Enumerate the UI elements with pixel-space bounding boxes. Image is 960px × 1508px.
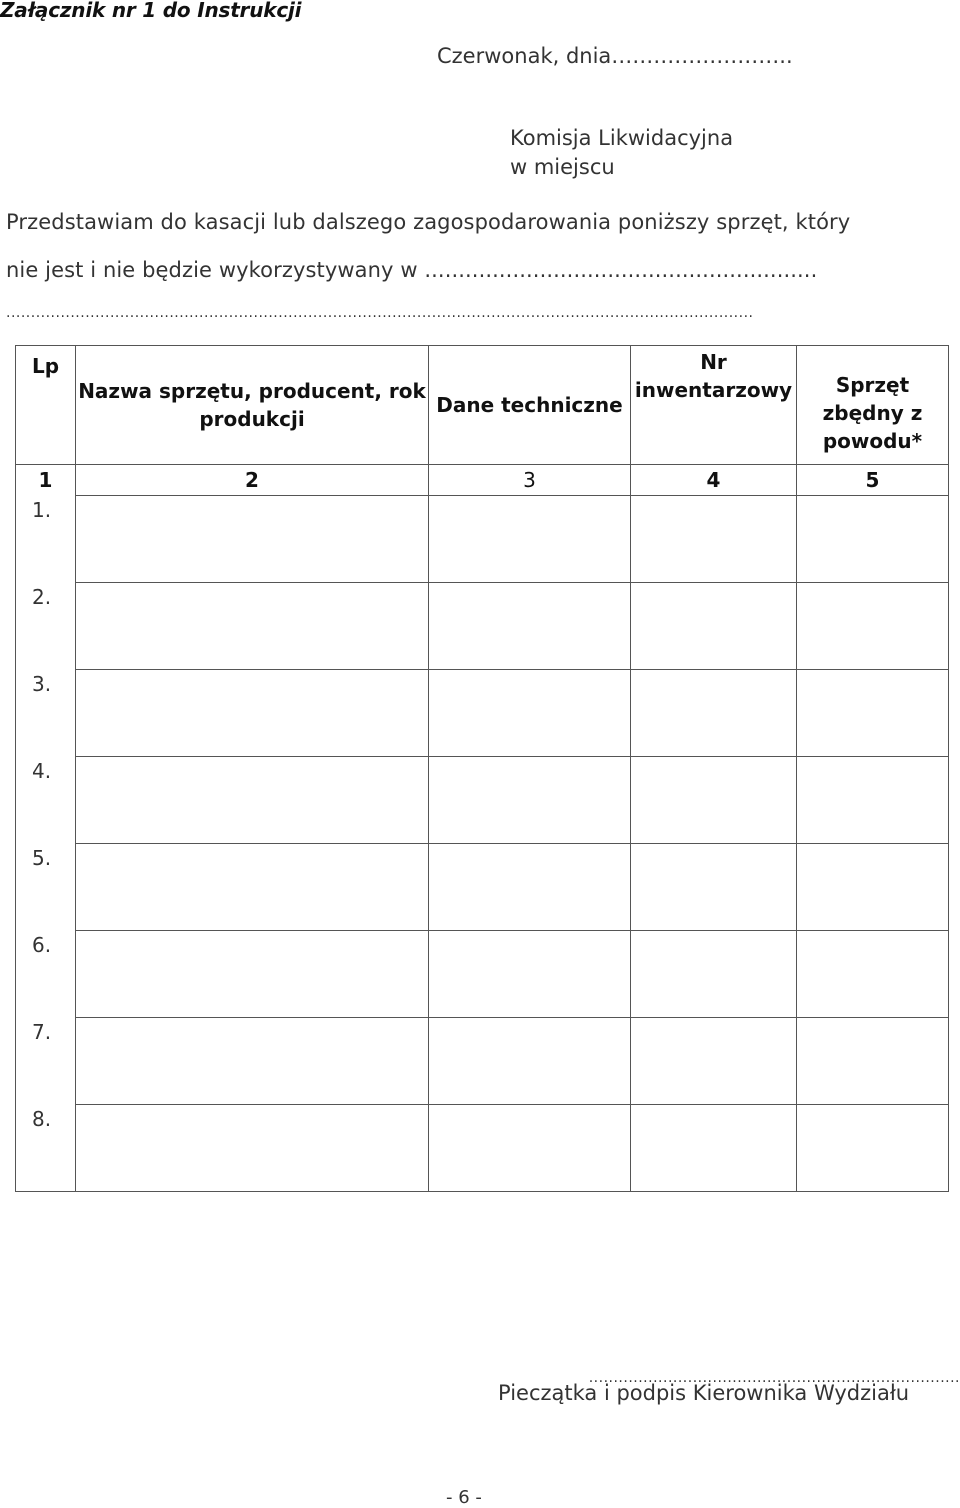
cell-equipment-name[interactable] — [76, 1105, 429, 1192]
column-number: 3 — [429, 465, 631, 496]
header-equipment-name: Nazwa sprzętu, producent, rok produkcji — [76, 346, 429, 465]
table-row — [16, 1018, 949, 1105]
table-row — [16, 670, 949, 757]
cell-surplus-reason[interactable] — [797, 757, 949, 844]
cell-inventory-number[interactable] — [631, 1105, 797, 1192]
cell-surplus-reason[interactable] — [797, 583, 949, 670]
cell-equipment-name[interactable] — [76, 1018, 429, 1105]
cell-inventory-number[interactable] — [631, 757, 797, 844]
cell-inventory-number[interactable] — [631, 670, 797, 757]
table-row — [16, 496, 949, 583]
cell-inventory-number[interactable] — [631, 844, 797, 931]
table-row — [16, 583, 949, 670]
cell-technical-data[interactable] — [429, 583, 631, 670]
intro-line-2: nie jest i nie będzie wykorzystywany w .......................................................... — [6, 258, 818, 282]
cell-surplus-reason[interactable] — [797, 496, 949, 583]
table-row — [16, 844, 949, 931]
table-row — [16, 931, 949, 1018]
equipment-table — [15, 345, 949, 1192]
header-surplus-reason: Sprzęt zbędny z powodu* — [797, 346, 949, 465]
table-header-row — [16, 346, 949, 465]
cell-technical-data[interactable] — [429, 931, 631, 1018]
cell-equipment-name[interactable] — [76, 844, 429, 931]
cell-inventory-number[interactable] — [631, 1018, 797, 1105]
table-row — [16, 1105, 949, 1192]
cell-equipment-name[interactable] — [76, 670, 429, 757]
cell-surplus-reason[interactable] — [797, 844, 949, 931]
cell-technical-data[interactable] — [429, 496, 631, 583]
cell-surplus-reason[interactable] — [797, 1105, 949, 1192]
addressee-line-1: Komisja Likwidacyjna — [510, 126, 734, 150]
column-number-row — [16, 465, 949, 496]
cell-technical-data[interactable] — [429, 1018, 631, 1105]
cell-surplus-reason[interactable] — [797, 1018, 949, 1105]
header-inventory-number: Nr inwentarzowy — [631, 346, 797, 465]
fill-in-dotted-line: ....................................................................................................................................................... — [6, 305, 754, 321]
intro-line-1: Przedstawiam do kasacji lub dalszego zagospodarowania poniższy sprzęt, który — [6, 210, 851, 234]
cell-technical-data[interactable] — [429, 757, 631, 844]
row-number: 4. — [16, 757, 76, 844]
attachment-heading: Załącznik nr 1 do Instrukcji — [0, 0, 302, 22]
cell-technical-data[interactable] — [429, 844, 631, 931]
cell-inventory-number[interactable] — [631, 496, 797, 583]
signature-label: Pieczątka i podpis Kierownika Wydziału — [498, 1381, 910, 1405]
page-number: - 6 - — [446, 1487, 482, 1508]
table-row — [16, 757, 949, 844]
cell-inventory-number[interactable] — [631, 931, 797, 1018]
addressee-line-2: w miejscu — [510, 155, 615, 179]
cell-technical-data[interactable] — [429, 1105, 631, 1192]
place-and-date: Czerwonak, dnia…………………….. — [437, 44, 793, 68]
column-number: 4 — [631, 465, 797, 496]
addressee — [510, 124, 733, 182]
header-technical-data: Dane techniczne — [429, 346, 631, 465]
column-number: 2 — [76, 465, 429, 496]
row-number: 8. — [16, 1105, 76, 1192]
cell-equipment-name[interactable] — [76, 931, 429, 1018]
cell-equipment-name[interactable] — [76, 496, 429, 583]
row-number: 2. — [16, 583, 76, 670]
column-number: 1 — [16, 465, 76, 496]
header-lp: Lp — [16, 346, 76, 465]
row-number: 3. — [16, 670, 76, 757]
column-number: 5 — [797, 465, 949, 496]
cell-technical-data[interactable] — [429, 670, 631, 757]
signature-dotted-line: ........................................................................... — [588, 1370, 960, 1386]
cell-surplus-reason[interactable] — [797, 931, 949, 1018]
row-number: 1. — [16, 496, 76, 583]
cell-inventory-number[interactable] — [631, 583, 797, 670]
cell-surplus-reason[interactable] — [797, 670, 949, 757]
row-number: 5. — [16, 844, 76, 931]
row-number: 6. — [16, 931, 76, 1018]
cell-equipment-name[interactable] — [76, 583, 429, 670]
row-number: 7. — [16, 1018, 76, 1105]
cell-equipment-name[interactable] — [76, 757, 429, 844]
